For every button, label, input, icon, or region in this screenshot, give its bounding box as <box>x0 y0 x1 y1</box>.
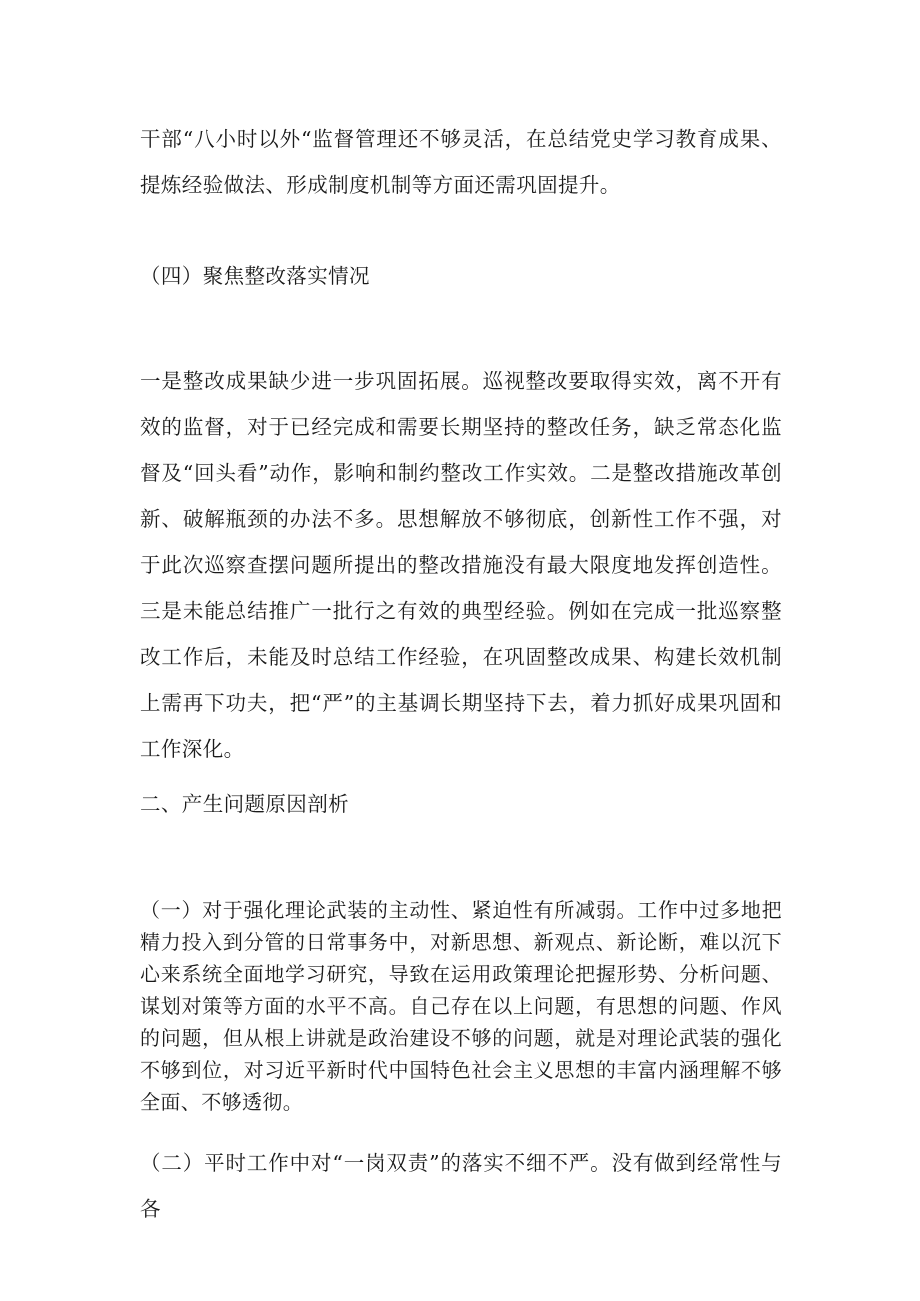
paragraph-cadre-supervision: 干部“八小时以外“监督管理还不够灵活，在总结党史学习教育成果、提炼经验做法、形成制度机制等方面还需巩固提升。 <box>140 127 782 197</box>
paragraph-rectification-results: 一是整改成果缺少进一步巩固拓展。巡视整改要取得实效，离不开有效的监督，对于已经完成和需要长期坚持的整改任务，缺乏常态化监督及“回头看”动作，影响和制约整改工作实效。二是整改措施改革创新、破解瓶颈的办法不多。思想解放不够彻底，创新性工作不强，对于此次巡察查摆问题所提出的整改措施没有最大限度地发挥创造性。三是未能总结推广一批行之有效的典型经验。例如在完成一批巡察整改工作后，未能及时总结工作经验，在巩固整改成果、构建长效机制上需再下功夫，把“严”的主基调长期坚持下去，着力抓好成果巩固和工作深化。 <box>140 369 782 761</box>
paragraph-theory-study: （一）对于强化理论武装的主动性、紧迫性有所减弱。工作中过多地把精力投入到分管的日常事务中，对新思想、新观点、新论断，难以沉下心来系统全面地学习研究，导致在运用政策理论把握形势、分析问题、谋划对策等方面的水平不高。自己存在以上问题，有思想的问题、作风的问题，但从根上讲就是政治建设不够的问题，就是对理论武装的强化不够到位，对习近平新时代中国特色社会主义思想的丰富内涵理解不够全面、不够透彻。 <box>140 898 782 1114</box>
paragraph-dual-responsibility: （二）平时工作中对“一岗双责”的落实不细不严。没有做到经常性与各 <box>140 1151 782 1221</box>
section-title-cause-analysis: 二、产生问题原因剖析 <box>140 792 349 816</box>
subheading-rectification-status: （四）聚焦整改落实情况 <box>140 264 370 288</box>
